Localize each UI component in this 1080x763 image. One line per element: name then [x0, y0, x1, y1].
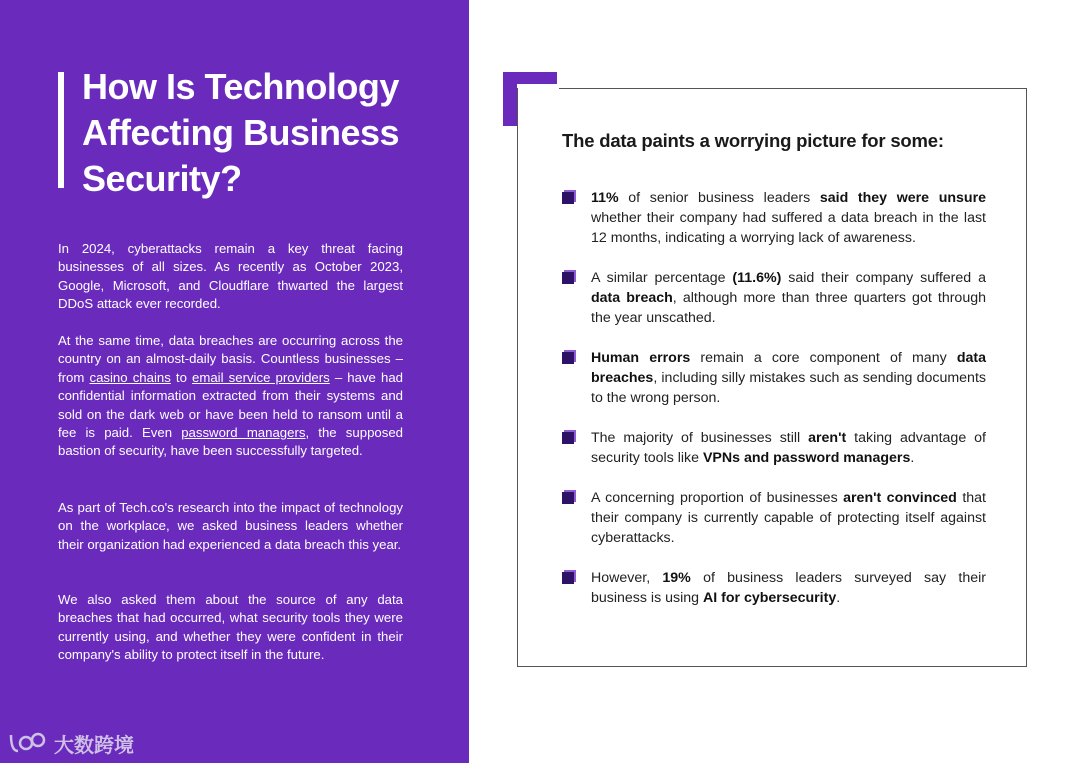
title-line-1: How Is Technology — [82, 66, 399, 107]
casino-chains-link[interactable]: casino chains — [89, 369, 171, 385]
page-title — [82, 64, 462, 202]
point-bold: aren't convinced — [843, 490, 957, 506]
point-bold: data breach — [591, 290, 673, 306]
square-bullet-icon — [562, 192, 574, 204]
point-text: However, — [591, 570, 663, 586]
point-text: that their company is currently capable of protecting itself against cyberattacks. — [591, 490, 986, 546]
point-bold: 19% — [662, 570, 691, 586]
square-bullet-icon — [562, 272, 574, 284]
title-line-2: Affecting Business — [82, 112, 400, 153]
watermark-text: 大数跨境 — [54, 734, 134, 757]
watermark-logo-icon — [8, 731, 48, 755]
point-text: of senior business leaders — [618, 190, 820, 206]
point-bold: AI for cybersecurity — [702, 590, 837, 606]
point-text: A concerning proportion of businesses — [591, 490, 844, 506]
square-bullet-icon — [562, 352, 574, 364]
point-text: said their company suffered a — [781, 270, 986, 286]
point-text: A similar percentage — [591, 270, 733, 286]
title-line-3: Security? — [82, 158, 242, 199]
list-item — [562, 488, 986, 548]
point-bold: aren't — [808, 430, 847, 446]
research-paragraph: As part of Tech.co's research into the impact of technology on the workplace, we asked business leaders whether their organization had experienced a data breach this year. — [58, 500, 403, 552]
list-item — [562, 428, 986, 468]
point-text: , although more than three quarters got through the year unscathed. — [591, 290, 986, 326]
point-text: The majority of businesses still — [591, 430, 809, 446]
questions-paragraph: We also asked them about the source of any data breaches that had occurred, what security tools they were currently using, and whether they were confident in their company's ability to protect itself in the future. — [58, 592, 403, 663]
breaches-paragraph — [58, 332, 403, 461]
square-bullet-icon — [562, 492, 574, 504]
card-heading: The data paints a worrying picture for some: — [562, 130, 944, 151]
point-bold: Human errors — [591, 350, 691, 366]
point-text: of business leaders surveyed say their business is using — [591, 570, 986, 606]
breaches-text-b: to — [170, 369, 193, 385]
point-bold: VPNs and password managers — [702, 450, 911, 466]
square-bullet-icon — [562, 572, 574, 584]
list-item — [562, 568, 986, 608]
square-bullet-icon — [562, 432, 574, 444]
point-bold: data breaches — [591, 350, 986, 386]
intro-paragraph: In 2024, cyberattacks remain a key threat facing businesses of all sizes. As recently as October 2023, Google, Microsoft, and Cloudflare thwarted the largest DDoS attack ever recorded. — [58, 241, 403, 312]
list-item — [562, 348, 986, 408]
point-text: . — [910, 450, 915, 466]
password-managers-link[interactable]: password managers — [181, 425, 306, 441]
point-text: remain a core component of many — [690, 350, 957, 366]
point-text: taking advantage of security tools like — [591, 430, 986, 466]
breaches-text-d: , the supposed bastion of security, have been successfully targeted. — [58, 425, 403, 459]
point-text: , including silly mistakes such as sending documents to the wrong person. — [591, 370, 986, 406]
list-item — [562, 188, 986, 248]
title-accent-bar — [58, 72, 64, 188]
list-item — [562, 268, 986, 328]
point-text: whether their company had suffered a data breach in the last 12 months, indicating a worrying lack of awareness. — [591, 210, 986, 246]
email-service-providers-link[interactable]: email service providers — [192, 369, 330, 385]
point-text: . — [836, 590, 841, 606]
point-bold: (11.6%) — [732, 270, 782, 286]
point-bold: said they were unsure — [819, 190, 986, 206]
point-bold: 11% — [591, 190, 619, 206]
watermark — [8, 728, 134, 758]
corner-bracket-icon — [503, 72, 559, 128]
breaches-text-a: At the same time, data breaches are occurring across the country on an almost-daily basis. Countless businesses – from — [58, 333, 403, 385]
breaches-text-c: – have had confidential information extracted from their systems and sold on the dark web or have been held to ransom until a fee is paid. Even — [58, 369, 403, 441]
